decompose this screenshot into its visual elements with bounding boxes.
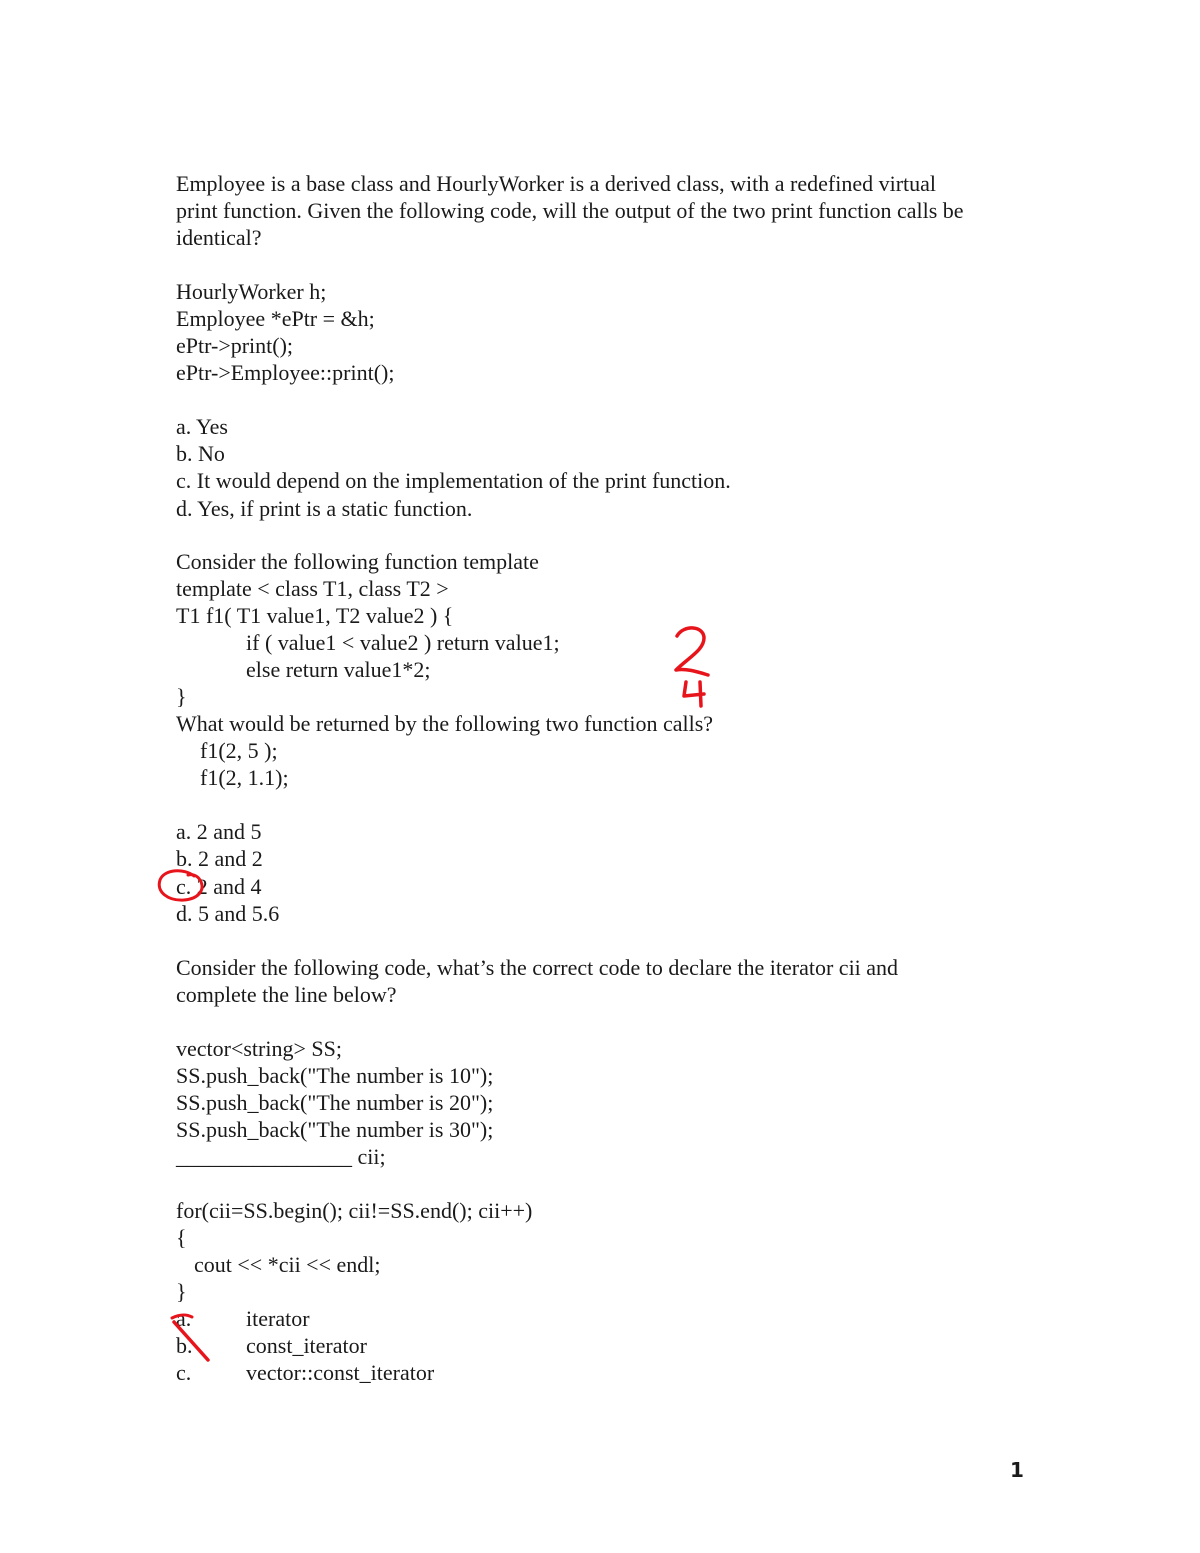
circled-answer-c-mark [150,866,220,908]
q3-option-text: vector::const_iterator [246,1360,435,1385]
q2-question: What would be returned by the following two function calls? [176,711,714,736]
q3-option-text: iterator [246,1306,310,1331]
q2-code-line: else return value1*2; [246,657,431,682]
q3-prompt-line: Consider the following code, what’s the correct code to declare the iterator cii and [176,955,899,980]
q2-option-b: b. 2 and 2 [176,846,263,871]
q2-call: f1(2, 1.1); [200,765,289,790]
q2-intro: Consider the following function template [176,549,539,574]
q2-code-line: T1 f1( T1 value1, T2 value2 ) { [176,603,454,628]
q3-loop-line: { [176,1225,187,1250]
q1-prompt-line: print function. Given the following code, will the output of the two print function calls be [176,198,964,223]
q3-loop-line: for(cii=SS.begin(); cii!=SS.end(); cii++) [176,1198,533,1223]
q3-code-line: SS.push_back("The number is 20"); [176,1090,494,1115]
strike-through-mark [164,1308,220,1368]
q2-code-line: template < class T1, class T2 > [176,576,449,601]
q3-code-line: vector<string> SS; [176,1036,342,1061]
q1-code-line: ePtr->Employee::print(); [176,360,395,385]
q3-option-label: b. [176,1333,193,1358]
q3-code-line: SS.push_back("The number is 30"); [176,1117,494,1142]
q1-code-line: HourlyWorker h; [176,279,327,304]
handwritten-2-4-annotation [660,620,720,710]
q1-prompt-line: identical? [176,225,262,250]
q2-call: f1(2, 5 ); [200,738,278,763]
q3-option-label: c. [176,1360,192,1385]
q3-loop-line: } [176,1279,187,1304]
q3-prompt-line: complete the line below? [176,982,397,1007]
q1-option-a: a. Yes [176,414,228,439]
q2-option-a: a. 2 and 5 [176,819,262,844]
q1-option-b: b. No [176,441,225,466]
q3-loop-line: cout << *cii << endl; [194,1252,381,1277]
q3-option-label: a. [176,1306,192,1331]
q3-code-line: SS.push_back("The number is 10"); [176,1063,494,1088]
q1-option-c: c. It would depend on the implementation of the print function. [176,468,731,493]
q3-option-text: const_iterator [246,1333,367,1358]
q2-option-d: d. 5 and 5.6 [176,901,280,926]
q2-code-line: if ( value1 < value2 ) return value1; [246,630,560,655]
q1-code-line: Employee *ePtr = &h; [176,306,375,331]
q2-code-line: } [176,684,187,709]
q1-option-d: d. Yes, if print is a static function. [176,496,473,521]
q2-option-c: c. 2 and 4 [176,874,262,899]
q1-code-line: ePtr->print(); [176,333,294,358]
q1-prompt-line: Employee is a base class and HourlyWorker is a derived class, with a redefined virtual [176,171,937,196]
page-number: 1 [1010,1458,1024,1482]
q3-blank-line: ________________ cii; [176,1144,386,1169]
